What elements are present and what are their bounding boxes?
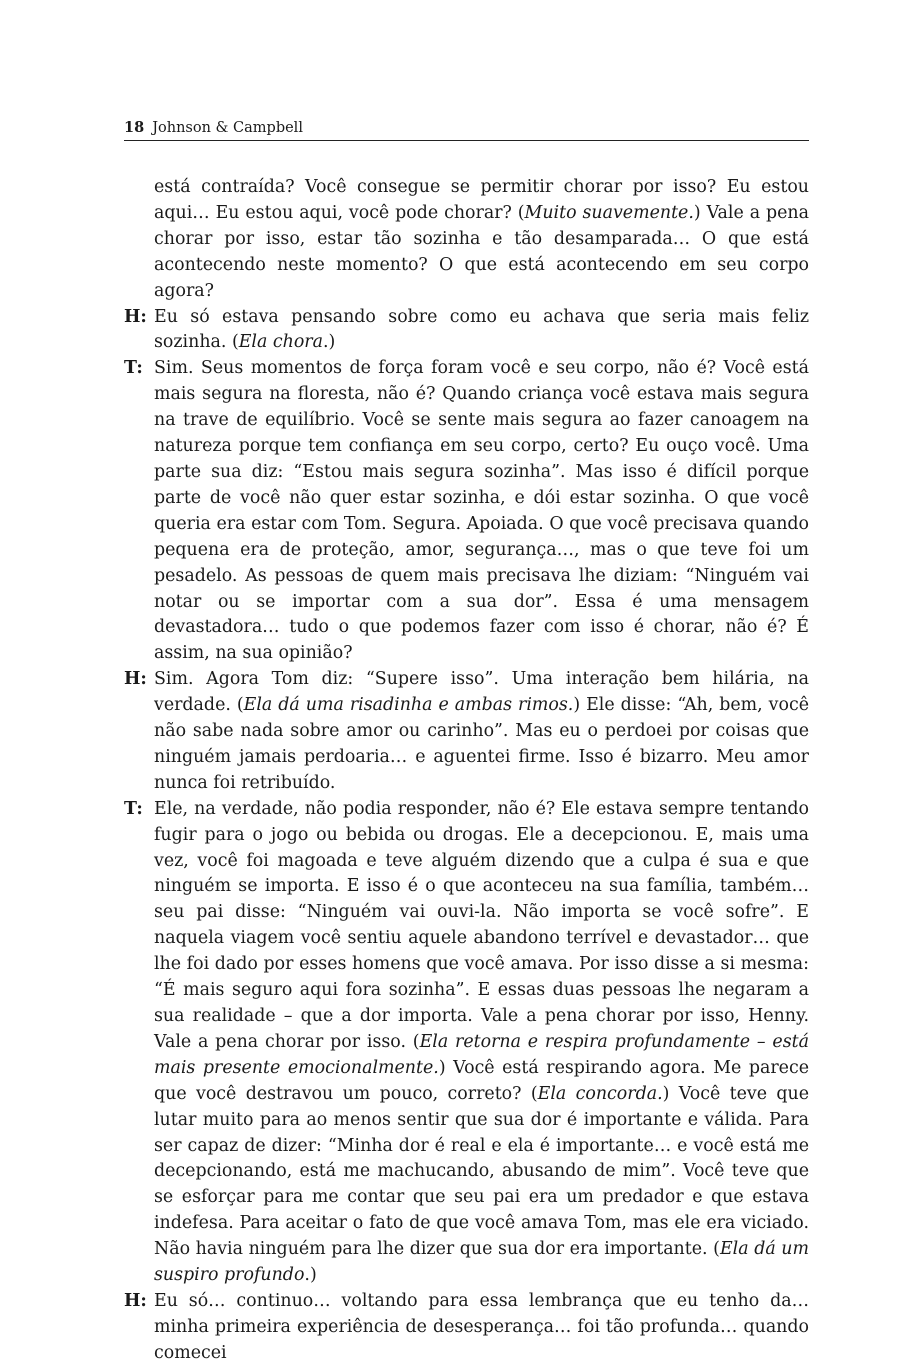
utterance-segment: .) bbox=[322, 332, 336, 353]
speaker-label: H: bbox=[124, 669, 147, 690]
transcript-entry bbox=[124, 305, 809, 357]
utterance-segment: ) Vale a pena chorar por isso, estar tão sozinha e tão desamparada… O que está acontecendo neste momento? O que está acontecendo em seu corpo agora? bbox=[154, 202, 809, 301]
stage-direction: Ela concorda. bbox=[537, 1083, 663, 1104]
utterance-text bbox=[154, 177, 809, 301]
stage-direction: Ela retorna e respira profundamente – está mais presente emocionalmente. bbox=[154, 1031, 809, 1078]
stage-direction: Ela chora bbox=[238, 332, 323, 353]
transcript-entry bbox=[124, 175, 809, 305]
utterance-segment: ) Você está respirando agora. Me parece que você destravou um pouco, correto? ( bbox=[154, 1057, 809, 1104]
speaker-label: T: bbox=[124, 798, 143, 819]
utterance-segment: ) Você teve que lutar muito para ao menos sentir que sua dor é importante e válida. Para ser capaz de dizer: “Minha dor é real e ela é importante… e você está me decepcionando, está me machucando, abusando de mim”. Você teve que se esforçar para me contar que seu pai era um predador e que estava indefesa. Para aceitar o fato de que você amava Tom, mas ele era viciado. Não havia ninguém para lhe dizer que sua dor era importante. ( bbox=[154, 1083, 809, 1260]
transcript-entry bbox=[124, 1289, 809, 1367]
utterance-text bbox=[154, 358, 809, 663]
speaker-label: T: bbox=[124, 358, 143, 379]
utterance-segment: está contraída? Você consegue se permitir chorar por isso? Eu estou aqui… Eu estou aqui, você pode chorar? ( bbox=[154, 177, 809, 223]
transcript-body bbox=[124, 175, 809, 1367]
stage-direction: Muito suavemente. bbox=[524, 202, 694, 223]
running-header bbox=[124, 118, 809, 141]
utterance-segment: Eu só estava pensando sobre como eu achava que seria mais feliz sozinha. ( bbox=[154, 306, 809, 353]
utterance-segment: Eu só… continuo… voltando para essa lembrança que eu tenho da… minha primeira experiência de desesperança… foi tão profunda… quando comecei bbox=[154, 1290, 809, 1363]
speaker-label: H: bbox=[124, 1290, 147, 1311]
utterance-text bbox=[154, 669, 809, 793]
utterance-text bbox=[154, 799, 809, 1285]
utterance-segment: ) Ele disse: “Ah, bem, você não sabe nada sobre amor ou carinho”. Mas eu o perdoei por coisas que ninguém jamais perdoaria… e aguentei firme. Isso é bizarro. Meu amor nunca foi retribuído. bbox=[154, 695, 810, 793]
utterance-text bbox=[154, 1291, 809, 1363]
page-number: 18 bbox=[124, 119, 145, 136]
utterance-segment: .) bbox=[304, 1265, 317, 1286]
stage-direction: Ela dá uma risadinha e ambas rimos. bbox=[243, 695, 574, 716]
stage-direction: Ela dá um suspiro profundo bbox=[154, 1239, 809, 1286]
utterance-text bbox=[154, 307, 809, 353]
transcript-entry bbox=[124, 356, 809, 667]
utterance-segment: Ele, na verdade, não podia responder, não é? Ele estava sempre tentando fugir para o jogo ou bebida ou drogas. Ele a decepcionou. E, mais uma vez, você foi magoada e teve alguém dizendo que a culpa é sua e que ninguém se importa. E isso é o que aconteceu na sua família, também… seu pai disse: “Ninguém vai ouvi-la. Não importa se você sofre”. E naquela viagem você sentiu aquele abandono terrível e devastador… que lhe foi dado por esses homens que você amava. Por isso disse a si mesma: “É mais seguro aqui fora sozinha”. E essas duas pessoas lhe negaram a sua realidade – que a dor importa. Vale a pena chorar por isso, Henny. Vale a pena chorar por isso. ( bbox=[154, 798, 809, 1052]
running-title: Johnson & Campbell bbox=[152, 120, 303, 136]
speaker-label: H: bbox=[124, 306, 147, 327]
utterance-segment: Sim. Seus momentos de força foram você e seu corpo, não é? Você está mais segura na floresta, não é? Quando criança você estava mais segura na trave de equilíbrio. Você se sente mais segura ao fazer canoagem na natureza porque tem confiança em seu corpo, certo? Eu ouço você. Uma parte sua diz: “Estou mais segura sozinha”. Mas isso é difícil porque parte de você não quer estar sozinha, e dói estar sozinha. O que você queria era estar com Tom. Segura. Apoiada. O que você precisava quando pequena era de proteção, amor, segurança…, mas o que teve foi um pesadelo. As pessoas de quem mais precisava lhe diziam: “Ninguém vai notar ou se importar com a sua dor”. Essa é uma mensagem devastadora… tudo o que podemos fazer com isso é chorar, não é? É assim, na sua opinião? bbox=[154, 358, 809, 664]
utterance-segment: Sim. Agora Tom diz: “Supere isso”. Uma interação bem hilária, na verdade. ( bbox=[154, 669, 809, 716]
transcript-entry bbox=[124, 667, 809, 797]
transcript-entry bbox=[124, 797, 809, 1289]
